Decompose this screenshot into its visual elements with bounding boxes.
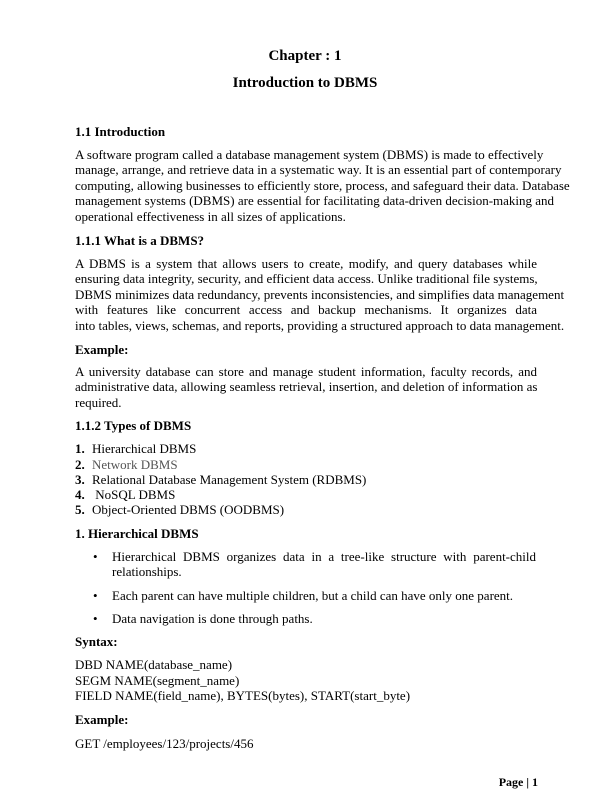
list-number: 5. (75, 502, 85, 517)
syntax-heading: Syntax: (75, 634, 118, 649)
types-heading: 1.1.2 Types of DBMS (75, 418, 192, 433)
example2-heading: Example: (75, 712, 129, 727)
what-line: ensuring data integrity, security, and efficient data access. Unlike traditional file systems, (75, 271, 538, 287)
bullet-line: Each parent can have multiple children, but a child can have only one parent. (112, 588, 514, 603)
page-title: Introduction to DBMS (232, 75, 378, 91)
syntax-line: FIELD NAME(field_name), BYTES(bytes), START(start_byte) (75, 688, 411, 703)
example-line: administrative data, allowing seamless retrieval, insertion, and deletion of information as (75, 379, 538, 395)
what-line: with features like concurrent access and backup mechanisms. It organizes data (75, 302, 537, 318)
example-line: A university database can store and manage student information, faculty records, and (75, 364, 537, 379)
chapter-heading: Chapter : 1 (268, 48, 342, 64)
hierarchical-heading: 1. Hierarchical DBMS (75, 526, 199, 541)
types-list-item (75, 457, 178, 473)
syntax-line: DBD NAME(database_name) (75, 657, 233, 672)
bullet-icon: • (93, 611, 98, 626)
intro-line: A software program called a database management system (DBMS) is made to effectively (75, 147, 544, 162)
what-line: into tables, views, schemas, and reports, providing a structured approach to data management. (75, 317, 565, 333)
list-number: 3. (75, 472, 85, 487)
example-line: required. (75, 394, 122, 410)
bullet-text (112, 588, 536, 603)
what-heading: 1.1.1 What is a DBMS? (75, 233, 205, 248)
bullet-line: Hierarchical DBMS organizes data in a tree-like structure with parent-child (112, 549, 536, 564)
list-item-text: Object-Oriented DBMS (OODBMS) (92, 502, 285, 517)
intro-line: management systems (DBMS) are essential for facilitating data-driven decision-making and (75, 193, 555, 209)
types-list-item (75, 502, 284, 518)
intro-line: operational effectiveness in all sizes of applications. (75, 208, 346, 224)
example-paragraph (75, 364, 537, 410)
types-list-item (75, 487, 175, 503)
bullet-line: relationships. (112, 564, 182, 580)
example-heading: Example: (75, 342, 129, 357)
list-item-text: Network DBMS (92, 457, 178, 472)
bullet-icon: • (93, 588, 98, 603)
intro-line: computing, allowing businesses to efficiently store, process, and safeguard their data. Database (75, 177, 570, 193)
syntax-line: SEGM NAME(segment_name) (75, 673, 240, 688)
types-list-item (75, 472, 366, 488)
intro-heading: 1.1 Introduction (75, 124, 166, 139)
bullet-icon: • (93, 549, 98, 564)
list-number: 1. (75, 441, 85, 456)
what-line: DBMS minimizes data redundancy, prevents inconsistencies, and simplifies data management (75, 286, 565, 302)
list-number: 4. (75, 487, 85, 502)
what-paragraph (75, 256, 565, 333)
types-list-item (75, 441, 196, 457)
what-line: A DBMS is a system that allows users to create, modify, and query databases while (75, 256, 537, 271)
example2-code: GET /employees/123/projects/456 (75, 736, 254, 751)
list-item-text: Relational Database Management System (RDBMS) (92, 472, 367, 487)
page-number: Page | 1 (498, 775, 538, 789)
bullet-text (112, 549, 536, 580)
intro-paragraph (75, 147, 570, 224)
bullet-text (112, 611, 536, 626)
bullet-line: Data navigation is done through paths. (112, 611, 313, 626)
list-item-text: NoSQL DBMS (92, 487, 176, 502)
list-number: 2. (75, 457, 85, 472)
intro-line: manage, arrange, and retrieve data in a systematic way. It is an essential part of contemporary (75, 162, 562, 178)
list-item-text: Hierarchical DBMS (92, 441, 197, 456)
